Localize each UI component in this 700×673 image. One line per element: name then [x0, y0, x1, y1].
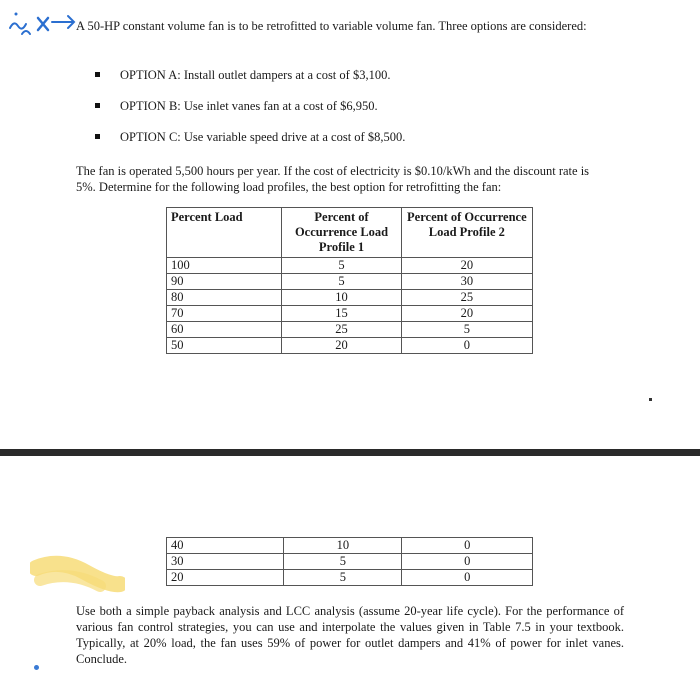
option-b: OPTION B: Use inlet vanes fan at a cost of $6,950.: [95, 98, 405, 114]
table-header-row: [167, 208, 533, 258]
option-a: OPTION A: Install outlet dampers at a cost of $3,100.: [95, 67, 405, 83]
header-profile-2: Percent of Occurrence Load Profile 2: [401, 208, 532, 258]
option-c: OPTION C: Use variable speed drive at a cost of $8,500.: [95, 129, 405, 145]
table-row: 20 5 0: [167, 570, 533, 586]
bullet-square-icon: [95, 72, 100, 77]
bullet-square-icon: [95, 103, 100, 108]
blue-dot-icon: [34, 665, 39, 670]
header-profile-1: Percent of Occurrence Load Profile 1: [282, 208, 401, 258]
options-list: [95, 67, 405, 160]
table-row: 70 15 20: [167, 306, 533, 322]
header-percent-load: Percent Load: [167, 208, 282, 258]
closing-paragraph: Use both a simple payback analysis and LCC analysis (assume 20-year life cycle). For the performance of various fan control strategies, you can use and interpolate the values given in Table 7.5 in your textbook. Typically, at 20% load, the fan uses 59% of power for outlet dampers and 41% of power for inlet vanes. Conclude.: [76, 604, 624, 666]
table-row: 50 20 0: [167, 338, 533, 354]
table-row: 60 25 5: [167, 322, 533, 338]
table-row: 80 10 25: [167, 290, 533, 306]
problem-intro: A 50-HP constant volume fan is to be retrofitted to variable volume fan. Three options are considered:: [76, 19, 587, 33]
load-profile-table: [166, 207, 533, 354]
highlighter-mark-icon: [30, 550, 125, 600]
stray-mark: [649, 398, 652, 401]
bullet-square-icon: [95, 134, 100, 139]
page-divider: [0, 449, 700, 456]
table-row: 90 5 30: [167, 274, 533, 290]
pen-scribble-icon: [8, 8, 78, 40]
table-row: 30 5 0: [167, 554, 533, 570]
load-profile-table-continued: [166, 537, 533, 586]
table-row: 40 10 0: [167, 538, 533, 554]
table-row: 100 5 20: [167, 258, 533, 274]
problem-paragraph: The fan is operated 5,500 hours per year. If the cost of electricity is $0.10/kWh and the discount rate is 5%. Determine for the following load profiles, the best option for retrofitting the fan:: [76, 164, 590, 194]
